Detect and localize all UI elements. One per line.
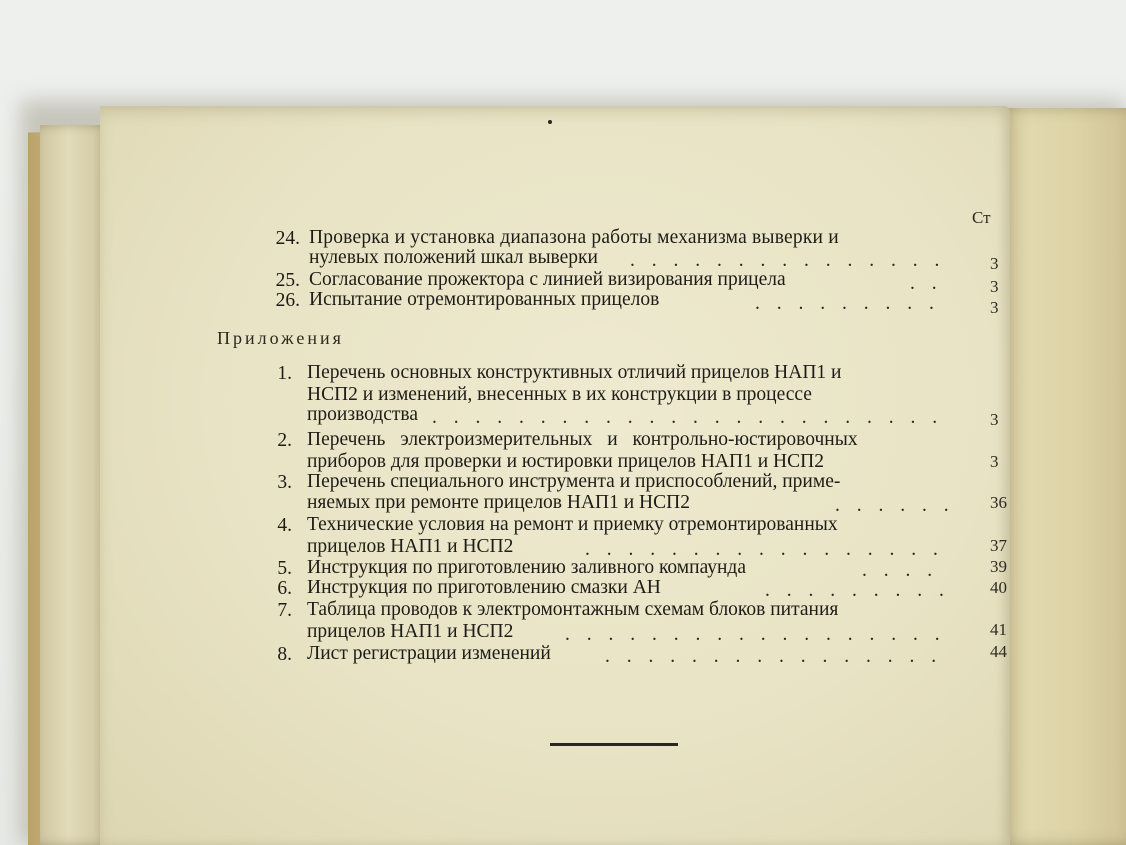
entry-text-line: НСП2 и изменений, внесенных в их конструкции в процессе	[307, 384, 812, 405]
leader-dots: . . . . . .	[835, 495, 955, 515]
leader-dots: . . . . . . . . .	[755, 293, 940, 313]
entry-page: 3	[990, 452, 999, 471]
leader-dots: . . . . . . . . .	[765, 580, 950, 600]
leader-dots: . . . .	[862, 560, 939, 580]
entry-number: 25.	[275, 270, 300, 291]
entry-page: 3	[990, 277, 999, 296]
entry-number: 5.	[277, 558, 292, 579]
entry-number: 7.	[277, 600, 292, 621]
entry-text-line: приборов для проверки и юстировки прицелов НАП1 и НСП2	[307, 451, 824, 472]
entry-page: 44	[990, 642, 1007, 661]
page-column-header: Ст	[972, 208, 991, 227]
entry-page: 40	[990, 578, 1007, 597]
appendix-heading: Приложения	[217, 328, 344, 348]
entry-text-line: Инструкция по приготовлению смазки АН	[307, 577, 661, 598]
entry-text-line: Испытание отремонтированных прицелов	[309, 289, 660, 310]
leader-dots: . . . . . . . . . . . . . . . . .	[585, 539, 944, 559]
entry-text-line: Согласование прожектора с линией визирования прицела	[309, 269, 786, 290]
entry-number: 8.	[277, 644, 292, 665]
entry-text-line: прицелов НАП1 и НСП2	[307, 621, 514, 642]
entry-text-line: Таблица проводов к электромонтажным схемам блоков питания	[307, 599, 839, 620]
entry-number: 26.	[275, 290, 300, 311]
entry-page: 41	[990, 620, 1007, 639]
entry-text-line: Перечень электроизмерительных и контрольно-юстировочных	[307, 429, 858, 450]
entry-text-line: Инструкция по приготовлению заливного компаунда	[307, 557, 747, 578]
entry-text-line: Перечень специального инструмента и приспособлений, приме-	[307, 471, 841, 492]
entry-text-line: няемых при ремонте прицелов НАП1 и НСП2	[307, 492, 690, 513]
entry-number: 6.	[277, 578, 292, 599]
leader-dots: . . . . . . . . . . . . . . .	[630, 250, 946, 270]
leader-dots: . .	[910, 273, 943, 293]
ink-speck	[548, 120, 552, 124]
entry-number: 2.	[277, 430, 292, 451]
leader-dots: . . . . . . . . . . . . . . . . . . . . . . . .	[432, 407, 944, 427]
entry-text-line: производства	[307, 404, 419, 425]
entry-text-line: прицелов НАП1 и НСП2	[307, 536, 514, 557]
entry-page: 36	[990, 493, 1007, 512]
entry-page: 3	[990, 410, 999, 429]
entry-text-line: Проверка и установка диапазона работы механизма выверки и	[309, 227, 839, 248]
entry-number: 24.	[275, 228, 300, 249]
entry-number: 1.	[277, 363, 292, 384]
entry-page: 3	[990, 298, 999, 317]
entry-page: 37	[990, 536, 1007, 555]
entry-text-line: нулевых положений шкал выверки	[309, 247, 598, 268]
entry-number: 3.	[277, 472, 292, 493]
entry-page: 39	[990, 557, 1007, 576]
entry-text-line: Лист регистрации изменений	[307, 643, 551, 664]
end-rule	[550, 743, 678, 746]
leader-dots: . . . . . . . . . . . . . . . .	[605, 646, 943, 666]
entry-number: 4.	[277, 515, 292, 536]
leader-dots: . . . . . . . . . . . . . . . . . .	[565, 624, 946, 644]
entry-page: 3	[990, 254, 999, 273]
entry-text-line: Технические условия на ремонт и приемку отремонтированных	[307, 514, 838, 535]
entry-text-line: Перечень основных конструктивных отличий прицелов НАП1 и	[307, 362, 842, 383]
